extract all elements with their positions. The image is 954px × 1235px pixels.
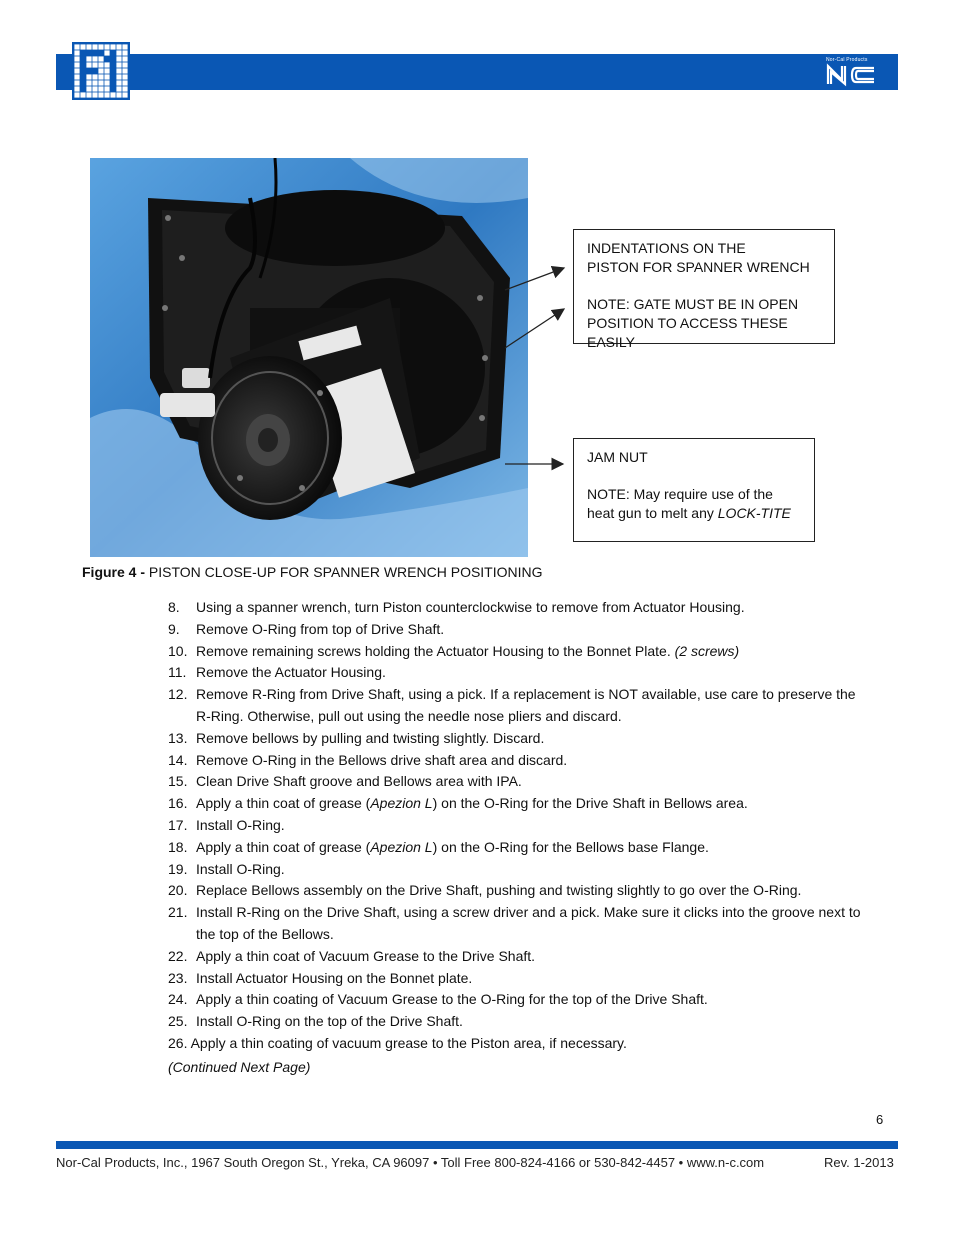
step-item — [168, 771, 868, 793]
step-item — [168, 1033, 868, 1055]
callout-1-line-3: NOTE: GATE MUST BE IN OPEN — [587, 296, 799, 312]
step-text: Remove O-Ring in the Bellows drive shaft area and discard. — [196, 751, 568, 768]
step-text: Apply a thin coating of vacuum grease to the Piston area, if necessary. — [190, 1034, 627, 1051]
page-number: 6 — [876, 1112, 884, 1127]
company-logo-left — [72, 42, 130, 100]
step-item — [168, 946, 868, 968]
step-number: 16. — [168, 795, 188, 812]
step-italic: Apezion L — [370, 838, 433, 855]
step-number: 11. — [168, 664, 187, 681]
footer-address: Nor-Cal Products, Inc., 1967 South Oregon St., Yreka, CA 96097 • Toll Free 800-824-4166 or 530-842-4457 • www.n-c.com — [56, 1155, 765, 1170]
callout-piston-indentations — [573, 229, 835, 350]
footer-revision: Rev. 1-2013 — [824, 1155, 894, 1170]
callout-1-line-4: POSITION TO ACCESS THESE EASILY — [587, 315, 788, 350]
step-text: Apply a thin coat of Vacuum Grease to the Drive Shaft. — [196, 947, 536, 964]
step-item — [168, 880, 868, 902]
instruction-steps — [168, 597, 868, 1055]
step-item — [168, 837, 868, 859]
step-number: 17. — [168, 816, 188, 833]
footer-bar — [56, 1141, 898, 1149]
step-item — [168, 968, 868, 990]
figure-caption — [82, 564, 543, 580]
step-number: 26. — [168, 1034, 188, 1051]
step-text: Install O-Ring on the top of the Drive Shaft. — [196, 1013, 463, 1030]
step-item — [168, 619, 868, 641]
step-text: Install O-Ring. — [196, 860, 285, 877]
step-number: 20. — [168, 882, 188, 899]
callout-jam-nut — [573, 438, 815, 542]
step-number: 18. — [168, 838, 188, 855]
step-text: Using a spanner wrench, turn Piston counterclockwise to remove from Actuator Housing. — [196, 599, 745, 615]
logo-small-text: Nor-Cal Products — [826, 57, 868, 63]
actuator-photo-icon — [90, 158, 528, 557]
step-item — [168, 989, 868, 1011]
grid-logo-icon — [74, 44, 128, 98]
step-italic: Apezion L — [370, 795, 433, 812]
step-item — [168, 859, 868, 881]
step-post: ) on the O-Ring for the Bellows base Flange. — [432, 838, 709, 855]
step-text: Clean Drive Shaft groove and Bellows area with IPA. — [196, 773, 522, 790]
step-pre: Apply a thin coat of grease ( — [196, 838, 371, 855]
step-number: 19. — [168, 860, 188, 877]
step-item — [168, 662, 868, 684]
company-logo-right — [822, 56, 880, 88]
caption-label: Figure 4 - — [82, 564, 149, 580]
step-text: Remove remaining screws holding the Actuator Housing to the Bonnet Plate. — [196, 642, 675, 659]
callout-2-line-3: heat gun to melt any LOCK-TITE — [587, 505, 791, 521]
step-number: 9. — [168, 620, 180, 637]
step-item — [168, 750, 868, 772]
step-text: Install Actuator Housing on the Bonnet plate. — [196, 969, 473, 986]
header-bar — [56, 54, 898, 90]
callout-1-line-2: PISTON FOR SPANNER WRENCH — [587, 259, 810, 275]
step-number: 25. — [168, 1013, 188, 1030]
step-item — [168, 684, 868, 728]
step-number: 8. — [168, 599, 180, 615]
step-item — [168, 728, 868, 750]
step-text: Remove the Actuator Housing. — [196, 664, 386, 681]
step-pre: Apply a thin coat of grease ( — [196, 795, 371, 812]
step-item — [168, 641, 868, 663]
step-number: 24. — [168, 991, 188, 1008]
step-number: 13. — [168, 729, 188, 746]
step-number: 21. — [168, 904, 188, 921]
step-post: ) on the O-Ring for the Drive Shaft in Bellows area. — [432, 795, 748, 812]
continued-note: (Continued Next Page) — [168, 1059, 311, 1075]
step-text: Remove R-Ring from Drive Shaft, using a pick. If a replacement is NOT available, use care to preserve the R-Ring. Otherwise, pull out using the needle nose pliers and discard. — [196, 686, 856, 724]
step-item — [168, 793, 868, 815]
step-text: Install O-Ring. — [196, 816, 285, 833]
step-item — [168, 815, 868, 837]
step-item — [168, 902, 868, 946]
step-text: Install R-Ring on the Drive Shaft, using a screw driver and a pick. Make sure it clicks into the groove next to the top of the Bellows. — [196, 904, 861, 942]
step-italic: (2 screws) — [674, 642, 740, 659]
step-item — [168, 597, 868, 619]
step-number: 14. — [168, 751, 188, 768]
step-text: Replace Bellows assembly on the Drive Shaft, pushing and twisting slightly to go over the O-Ring. — [196, 882, 802, 899]
step-item — [168, 1011, 868, 1033]
actuator-photo — [90, 158, 528, 557]
callout-1-line-1: INDENTATIONS ON THE — [587, 240, 746, 256]
step-number: 22. — [168, 947, 188, 964]
callout-2-line-1: JAM NUT — [587, 449, 648, 465]
step-number: 15. — [168, 773, 188, 790]
step-text: Apply a thin coating of Vacuum Grease to the O-Ring for the top of the Drive Shaft. — [196, 991, 708, 1008]
callout-2-line-2: NOTE: May require use of the — [587, 486, 773, 502]
step-number: 12. — [168, 686, 188, 703]
step-text: Remove O-Ring from top of Drive Shaft. — [196, 620, 445, 637]
step-number: 10. — [168, 642, 188, 659]
caption-text: PISTON CLOSE-UP FOR SPANNER WRENCH POSITIONING — [148, 564, 543, 580]
step-number: 23. — [168, 969, 188, 986]
step-text: Remove bellows by pulling and twisting slightly. Discard. — [196, 729, 545, 746]
